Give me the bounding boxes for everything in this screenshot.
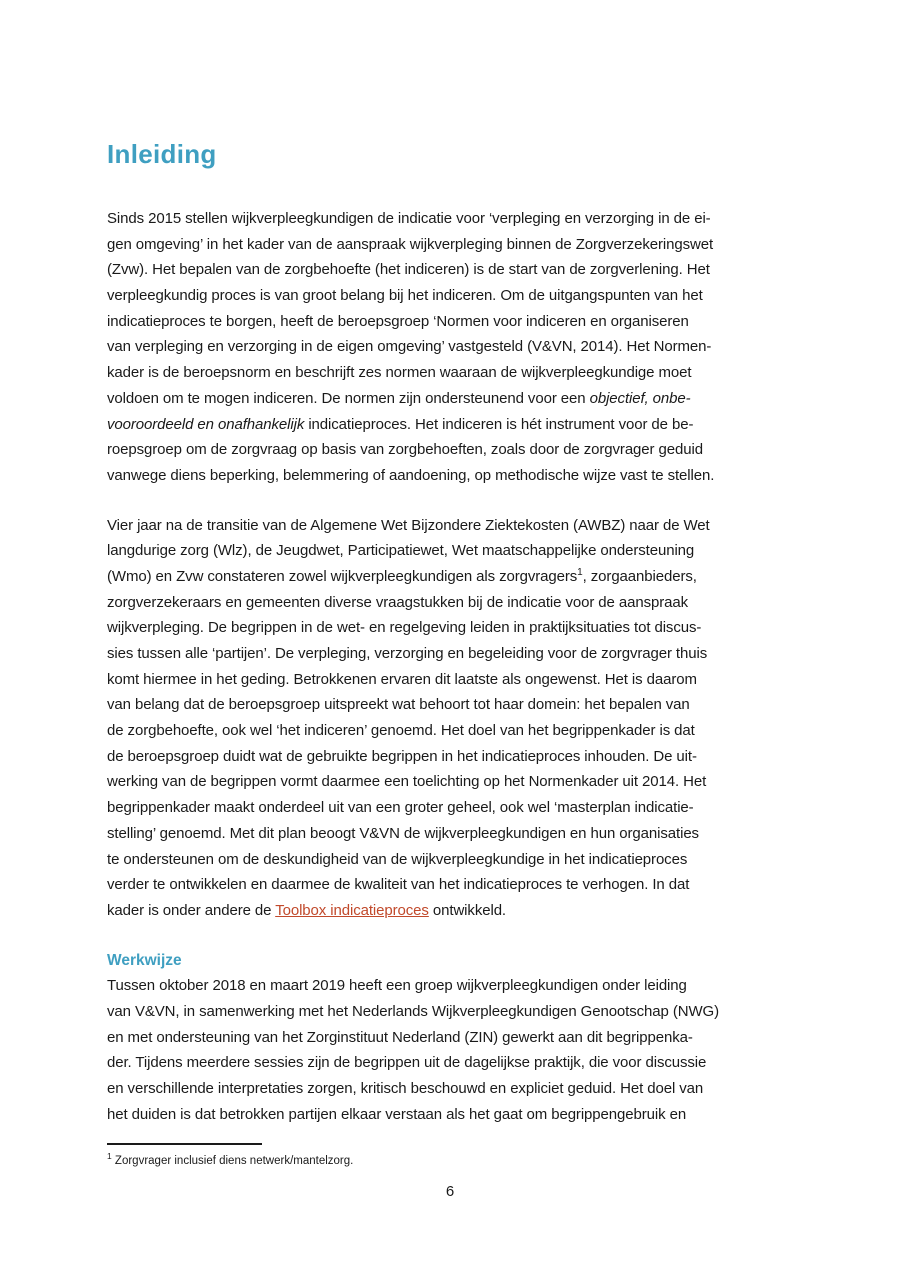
footnote-reference: 1 <box>577 566 583 578</box>
footnote-separator <box>107 1143 262 1145</box>
text-line: Sinds 2015 stellen wijkverpleegkundigen de indicatie voor ‘verpleging en verzorging in de ei- <box>107 210 711 227</box>
text-line: indicatieproces te borgen, heeft de beroepsgroep ‘Normen voor indiceren en organiseren <box>107 312 689 330</box>
page-title: Inleiding <box>107 139 217 169</box>
text-line: vanwege diens beperking, belemmering of aandoening, op methodische wijze vast te stellen. <box>107 466 715 484</box>
text-line: der. Tijdens meerdere sessies zijn de begrippen uit de dagelijkse praktijk, die voor discussie <box>107 1054 707 1072</box>
section-heading-werkwijze: Werkwijze <box>107 951 182 969</box>
text-line <box>107 564 807 590</box>
italic-text: vooroordeeld en onafhankelijk <box>107 415 305 433</box>
footnote-body: Zorgvrager inclusief diens netwerk/mantelzorg. <box>111 1155 354 1167</box>
text-segment: ontwikkeld. <box>428 901 506 919</box>
footnote-area <box>107 1143 793 1169</box>
text-line: van V&VN, in samenwerking met het Nederlands Wijkverpleegkundigen Genootschap (NWG) <box>107 1002 719 1020</box>
text-line: en met ondersteuning van het Zorginstituut Nederland (ZIN) gewerkt aan dit begrippenka- <box>107 1028 693 1046</box>
text-line: wijkverpleging. De begrippen in de wet- en regelgeving leiden in praktijksituaties tot discus- <box>107 619 702 637</box>
paragraph-intro-2 <box>107 513 807 924</box>
text-line: roepsgroep om de zorgvraag op basis van zorgbehoeften, zoals door de zorgvrager geduid <box>107 441 703 459</box>
text-line: en verschillende interpretaties zorgen, kritisch beschouwd en expliciet geduid. Het doel van <box>107 1080 704 1098</box>
text-line: Vier jaar na de transitie van de Algemene Wet Bijzondere Ziektekosten (AWBZ) naar de Wet <box>107 516 710 534</box>
text-line: gen omgeving’ in het kader van de aanspraak wijkverpleging binnen de Zorgverzekeringswet <box>107 235 714 253</box>
text-segment: kader is onder andere de <box>107 901 276 919</box>
text-line: het duiden is dat betrokken partijen elkaar verstaan als het gaat om begrippengebruik en <box>107 1105 687 1123</box>
text-line: zorgverzekeraars en gemeenten diverse vraagstukken bij de indicatie voor de aanspraak <box>107 593 689 611</box>
text-line: verpleegkundig proces is van groot belang bij het indiceren. Om de uitgangspunten van het <box>107 287 703 305</box>
text-segment: indicatieproces. Het indiceren is hét instrument voor de be- <box>304 415 694 433</box>
text-line: te ondersteunen om de deskundigheid van de wijkverpleegkundige in het indicatieproces <box>107 850 688 868</box>
text-segment: (Wmo) en Zvw constateren zowel wijkverpleegkundigen als zorgvragers <box>107 567 578 585</box>
text-line <box>107 386 807 412</box>
text-line: (Zvw). Het bepalen van de zorgbehoefte (het indiceren) is de start van de zorgverlening. Het <box>107 261 710 279</box>
paragraph-intro-1 <box>107 206 807 489</box>
text-line: sies tussen alle ‘partijen’. De verpleging, verzorging en begeleiding voor de zorgvrager thuis <box>107 645 708 662</box>
text-line: Tussen oktober 2018 en maart 2019 heeft een groep wijkverpleegkundigen onder leiding <box>107 977 687 995</box>
text-line: begrippenkader maakt onderdeel uit van een groter geheel, ook wel ‘masterplan indicatie- <box>107 799 694 817</box>
page-number: 6 <box>445 1183 455 1200</box>
toolbox-indicatieproces-link[interactable]: Toolbox indicatieproces <box>275 901 429 919</box>
text-line: de zorgbehoefte, ook wel ‘het indiceren’ genoemd. Het doel van het begrippenkader is dat <box>107 722 695 740</box>
italic-text: objectief, onbe- <box>589 389 691 407</box>
text-line <box>107 898 807 924</box>
footnote-marker: 1 <box>107 1151 112 1162</box>
paragraph-werkwijze <box>107 973 807 1127</box>
text-line: werking van de begrippen vormt daarmee een toelichting op het Normenkader uit 2014. Het <box>107 773 707 791</box>
text-segment: , zorgaanbieders, <box>582 567 697 585</box>
text-line: de beroepsgroep duidt wat de gebruikte begrippen in het indicatieproces inhouden. De uit- <box>107 747 697 765</box>
text-segment: voldoen om te mogen indiceren. De normen zijn ondersteunend voor een <box>107 389 590 407</box>
text-line: van belang dat de beroepsgroep uitspreekt wat behoort tot haar domein: het bepalen van <box>107 696 690 714</box>
text-line: komt hiermee in het geding. Betrokkenen ervaren dit laatste als ongewenst. Het is daarom <box>107 670 697 688</box>
text-line: langdurige zorg (Wlz), de Jeugdwet, Participatiewet, Wet maatschappelijke ondersteuning <box>107 542 695 560</box>
text-line <box>107 412 807 438</box>
text-line: verder te ontwikkelen en daarmee de kwaliteit van het indicatieproces te verhogen. In dat <box>107 876 690 894</box>
text-line: kader is de beroepsnorm en beschrijft zes normen waaraan de wijkverpleegkundige moet <box>107 364 692 382</box>
main-text-column <box>107 140 807 1127</box>
text-line: stelling’ genoemd. Met dit plan beoogt V&VN de wijkverpleegkundigen en hun organisaties <box>107 824 699 842</box>
footnote-text <box>107 1151 793 1169</box>
text-line: van verpleging en verzorging in de eigen omgeving’ vastgesteld (V&VN, 2014). Het Normen- <box>107 338 712 356</box>
